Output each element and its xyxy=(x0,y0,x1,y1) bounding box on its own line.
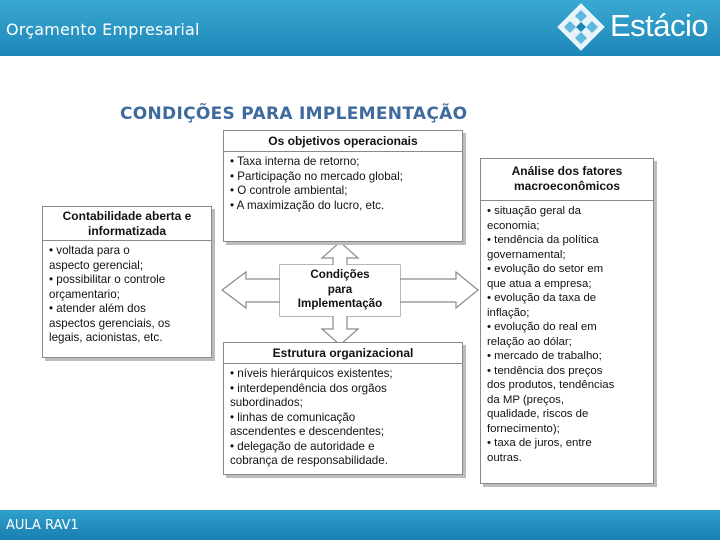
list-item: • mercado de trabalho; xyxy=(487,350,602,362)
accounting-title-line-1: Contabilidade aberta e xyxy=(62,209,192,223)
course-title: Orçamento Empresarial xyxy=(6,20,200,39)
brand-logo-text: Estácio xyxy=(610,8,709,43)
center-line-1: Condições xyxy=(310,268,370,281)
list-item: • Taxa interna de retorno; xyxy=(230,155,360,168)
list-item: • taxa de juros, entre xyxy=(487,437,592,449)
list-item: outras. xyxy=(487,451,522,464)
list-item: • tendência dos preços xyxy=(487,364,603,377)
list-item: • linhas de comunicação xyxy=(230,410,356,424)
list-item: cobrança de responsabilidade. xyxy=(230,454,388,467)
center-line-3: Implementação xyxy=(297,297,383,310)
list-item: • Participação no mercado global; xyxy=(230,169,403,183)
operational-objectives-box xyxy=(223,130,463,242)
list-item: • atender além dos xyxy=(49,302,146,315)
list-item: • evolução do real em xyxy=(487,321,597,333)
list-item: governamental; xyxy=(487,248,566,261)
accounting-title-line-2: informatizada xyxy=(87,224,166,238)
operational-objectives-title: Os objetivos operacionais xyxy=(224,131,462,152)
footer-bar xyxy=(0,510,720,540)
list-item: aspectos gerenciais, os xyxy=(49,316,171,330)
list-item: qualidade, riscos de xyxy=(487,408,589,420)
list-item: • níveis hierárquicos existentes; xyxy=(230,367,393,380)
lesson-label: AULA RAV1 xyxy=(6,518,79,533)
macroeconomic-factors-list xyxy=(481,201,653,468)
list-item: da MP (preços, xyxy=(487,393,565,406)
macroeconomic-title-line-1: Análise dos fatores xyxy=(511,164,623,178)
list-item: subordinados; xyxy=(230,396,303,409)
list-item: economia; xyxy=(487,219,540,232)
list-item: • O controle ambiental; xyxy=(230,184,348,197)
center-label xyxy=(282,268,398,312)
center-line-2: para xyxy=(327,282,353,296)
macroeconomic-factors-box xyxy=(480,158,654,484)
list-item: • A maximização do lucro, etc. xyxy=(230,198,385,212)
macroeconomic-title-line-2: macroeconômicos xyxy=(513,179,621,193)
list-item: • situação geral da xyxy=(487,205,581,217)
macroeconomic-factors-title xyxy=(481,159,653,201)
list-item: • delegação de autoridade e xyxy=(230,439,375,453)
list-item: • tendência da política xyxy=(487,234,599,246)
accounting-title xyxy=(43,207,211,241)
left-arrow-shape xyxy=(222,272,280,308)
right-arrow-shape xyxy=(400,272,478,308)
list-item: fornecimento); xyxy=(487,422,560,435)
list-item: • possibilitar o controle xyxy=(49,273,166,286)
list-item: • voltada para o xyxy=(49,244,130,257)
organizational-structure-title: Estrutura organizacional xyxy=(224,343,462,364)
list-item: orçamentario; xyxy=(49,287,120,301)
list-item: dos produtos, tendências xyxy=(487,379,615,391)
list-item: • evolução da taxa de xyxy=(487,292,597,304)
list-item: • interdependência dos orgãos xyxy=(230,381,387,395)
slide-title: CONDIÇÕES PARA IMPLEMENTAÇÃO xyxy=(120,104,468,124)
list-item: ascendentes e descendentes; xyxy=(230,425,385,438)
list-item: relação ao dólar; xyxy=(487,335,572,348)
list-item: • evolução do setor em xyxy=(487,263,604,275)
operational-objectives-list xyxy=(224,152,462,216)
accounting-box xyxy=(42,206,212,358)
list-item: aspecto gerencial; xyxy=(49,258,144,272)
organizational-structure-list xyxy=(224,364,462,472)
accounting-list xyxy=(43,241,211,349)
organizational-structure-box xyxy=(223,342,463,475)
list-item: que atua a empresa; xyxy=(487,277,592,290)
list-item: inflação; xyxy=(487,306,530,319)
list-item: legais, acionistas, etc. xyxy=(49,331,163,344)
